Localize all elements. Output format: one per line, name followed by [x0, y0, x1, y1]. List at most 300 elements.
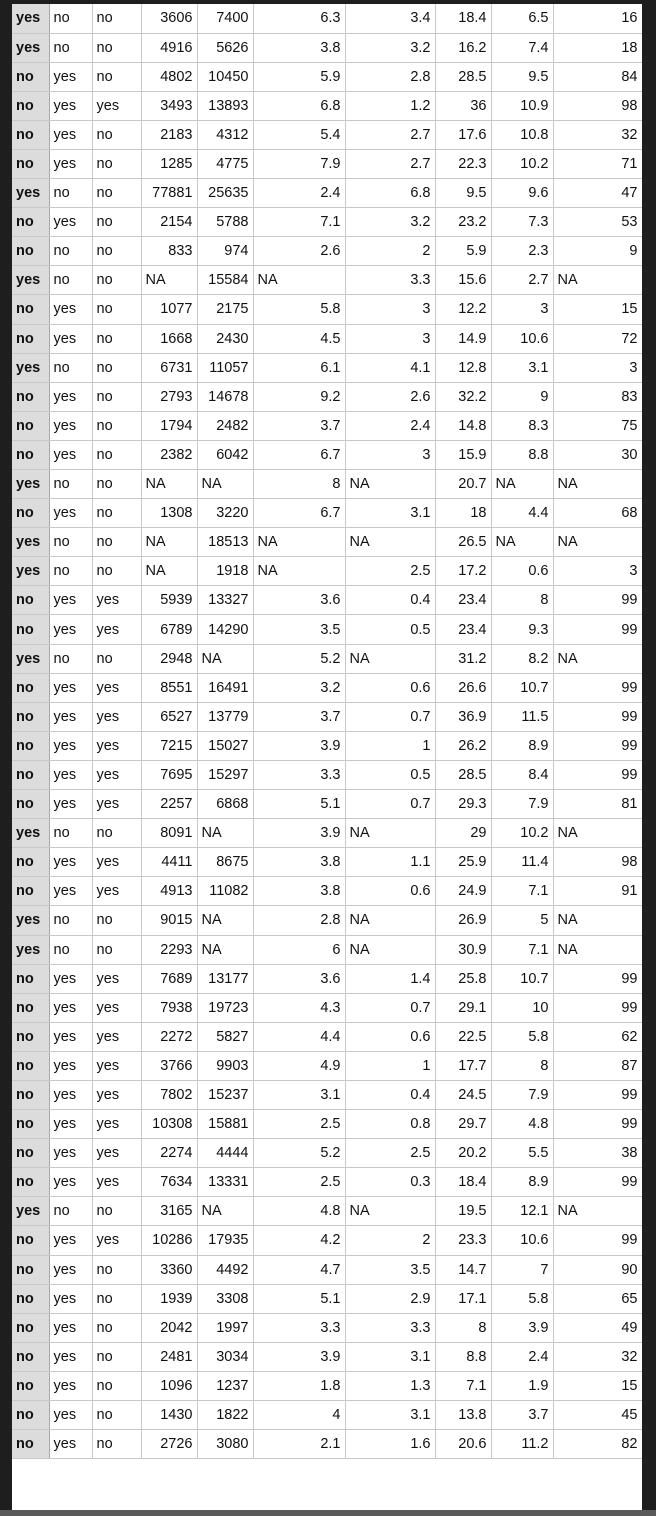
table-cell[interactable]: no	[49, 470, 92, 499]
table-cell[interactable]: 2293	[141, 935, 197, 964]
table-cell[interactable]: yes	[92, 760, 141, 789]
table-cell[interactable]: 3.9	[253, 819, 345, 848]
table-cell[interactable]: 3	[345, 295, 435, 324]
table-row[interactable]	[12, 935, 642, 964]
row-header-cell[interactable]: no	[12, 586, 49, 615]
table-cell[interactable]: 28.5	[435, 760, 491, 789]
table-cell[interactable]: 4.8	[491, 1110, 553, 1139]
table-cell[interactable]: 0.5	[345, 760, 435, 789]
table-cell[interactable]: 2726	[141, 1430, 197, 1459]
table-row[interactable]	[12, 702, 642, 731]
table-cell[interactable]: 9	[553, 237, 642, 266]
table-cell[interactable]: no	[49, 353, 92, 382]
table-cell[interactable]: yes	[49, 499, 92, 528]
row-header-cell[interactable]: no	[12, 964, 49, 993]
table-cell[interactable]: 28.5	[435, 62, 491, 91]
table-cell[interactable]: 5.2	[253, 644, 345, 673]
table-cell[interactable]: 1668	[141, 324, 197, 353]
table-cell[interactable]: NA	[141, 557, 197, 586]
table-cell[interactable]: 6789	[141, 615, 197, 644]
row-header-cell[interactable]: no	[12, 790, 49, 819]
table-cell[interactable]: yes	[49, 993, 92, 1022]
table-cell[interactable]: 4.2	[253, 1226, 345, 1255]
table-row[interactable]	[12, 1284, 642, 1313]
table-cell[interactable]: 87	[553, 1051, 642, 1080]
table-cell[interactable]: 10.9	[491, 91, 553, 120]
table-cell[interactable]: 2.4	[253, 179, 345, 208]
table-cell[interactable]: yes	[49, 208, 92, 237]
table-cell[interactable]: 30.9	[435, 935, 491, 964]
table-cell[interactable]: 18	[553, 33, 642, 62]
table-cell[interactable]: NA	[197, 819, 253, 848]
table-row[interactable]	[12, 353, 642, 382]
table-cell[interactable]: 3165	[141, 1197, 197, 1226]
table-cell[interactable]: 11057	[197, 353, 253, 382]
table-cell[interactable]: 17.6	[435, 120, 491, 149]
table-cell[interactable]: yes	[49, 1342, 92, 1371]
horizontal-scrollbar[interactable]	[0, 1510, 656, 1516]
table-cell[interactable]: NA	[345, 935, 435, 964]
table-cell[interactable]: no	[49, 819, 92, 848]
table-row[interactable]	[12, 557, 642, 586]
table-row[interactable]	[12, 1110, 642, 1139]
table-cell[interactable]: 7.1	[253, 208, 345, 237]
table-cell[interactable]: 3308	[197, 1284, 253, 1313]
table-cell[interactable]: 3.1	[345, 1342, 435, 1371]
table-cell[interactable]: 7634	[141, 1168, 197, 1197]
table-cell[interactable]: 17.1	[435, 1284, 491, 1313]
table-cell[interactable]: 3.8	[253, 877, 345, 906]
table-cell[interactable]: 2.8	[253, 906, 345, 935]
table-cell[interactable]: NA	[345, 470, 435, 499]
table-cell[interactable]: 3220	[197, 499, 253, 528]
table-cell[interactable]: 10.8	[491, 120, 553, 149]
table-row[interactable]	[12, 149, 642, 178]
table-cell[interactable]: 23.4	[435, 586, 491, 615]
table-cell[interactable]: 83	[553, 382, 642, 411]
table-cell[interactable]: no	[92, 1197, 141, 1226]
table-cell[interactable]: yes	[49, 964, 92, 993]
table-cell[interactable]: yes	[92, 1226, 141, 1255]
table-cell[interactable]: 1794	[141, 411, 197, 440]
table-cell[interactable]: NA	[553, 935, 642, 964]
table-cell[interactable]: 13893	[197, 91, 253, 120]
table-cell[interactable]: 47	[553, 179, 642, 208]
table-cell[interactable]: 32	[553, 120, 642, 149]
table-cell[interactable]: yes	[49, 1022, 92, 1051]
table-cell[interactable]: 1	[345, 1051, 435, 1080]
table-row[interactable]	[12, 324, 642, 353]
row-header-cell[interactable]: no	[12, 760, 49, 789]
table-cell[interactable]: 14.7	[435, 1255, 491, 1284]
table-cell[interactable]: 7.3	[491, 208, 553, 237]
table-cell[interactable]: no	[49, 237, 92, 266]
table-cell[interactable]: 26.2	[435, 731, 491, 760]
table-cell[interactable]: no	[92, 1342, 141, 1371]
row-header-cell[interactable]: no	[12, 440, 49, 469]
table-cell[interactable]: 0.7	[345, 993, 435, 1022]
table-cell[interactable]: 0.5	[345, 615, 435, 644]
table-cell[interactable]: yes	[49, 848, 92, 877]
row-header-cell[interactable]: no	[12, 120, 49, 149]
table-cell[interactable]: yes	[92, 91, 141, 120]
table-cell[interactable]: 99	[553, 964, 642, 993]
table-cell[interactable]: NA	[553, 528, 642, 557]
table-cell[interactable]: 10.7	[491, 673, 553, 702]
table-cell[interactable]: 3.5	[253, 615, 345, 644]
table-cell[interactable]: 7.1	[491, 935, 553, 964]
table-cell[interactable]: 99	[553, 1110, 642, 1139]
table-cell[interactable]: 15584	[197, 266, 253, 295]
table-cell[interactable]: 3	[491, 295, 553, 324]
table-cell[interactable]: 7.9	[491, 790, 553, 819]
table-cell[interactable]: 7215	[141, 731, 197, 760]
table-cell[interactable]: 7.9	[491, 1080, 553, 1109]
table-cell[interactable]: 3	[553, 353, 642, 382]
table-cell[interactable]: 3.7	[253, 702, 345, 731]
table-cell[interactable]: 3.2	[345, 33, 435, 62]
table-cell[interactable]: 5.5	[491, 1139, 553, 1168]
table-cell[interactable]: 7400	[197, 4, 253, 33]
table-cell[interactable]: 15027	[197, 731, 253, 760]
table-cell[interactable]: 2183	[141, 120, 197, 149]
table-cell[interactable]: 36	[435, 91, 491, 120]
table-cell[interactable]: 23.4	[435, 615, 491, 644]
table-cell[interactable]: no	[92, 120, 141, 149]
table-cell[interactable]: yes	[49, 1371, 92, 1400]
table-cell[interactable]: 2.7	[491, 266, 553, 295]
table-cell[interactable]: 13327	[197, 586, 253, 615]
table-cell[interactable]: 12.2	[435, 295, 491, 324]
table-cell[interactable]: 6.8	[345, 179, 435, 208]
table-cell[interactable]: 8551	[141, 673, 197, 702]
row-header-cell[interactable]: no	[12, 1168, 49, 1197]
table-cell[interactable]: 45	[553, 1401, 642, 1430]
table-cell[interactable]: 6527	[141, 702, 197, 731]
table-cell[interactable]: NA	[553, 819, 642, 848]
table-cell[interactable]: NA	[253, 528, 345, 557]
table-cell[interactable]: yes	[92, 1168, 141, 1197]
table-cell[interactable]: 6.8	[253, 91, 345, 120]
table-cell[interactable]: NA	[141, 470, 197, 499]
table-cell[interactable]: 99	[553, 731, 642, 760]
table-cell[interactable]: 1.6	[345, 1430, 435, 1459]
table-cell[interactable]: 5.1	[253, 790, 345, 819]
table-cell[interactable]: no	[92, 935, 141, 964]
table-cell[interactable]: 4.4	[253, 1022, 345, 1051]
table-cell[interactable]: 5.1	[253, 1284, 345, 1313]
table-cell[interactable]: 2793	[141, 382, 197, 411]
table-row[interactable]	[12, 731, 642, 760]
table-cell[interactable]: 10286	[141, 1226, 197, 1255]
table-cell[interactable]: 0.4	[345, 586, 435, 615]
table-cell[interactable]: yes	[92, 1051, 141, 1080]
table-cell[interactable]: 18	[435, 499, 491, 528]
row-header-cell[interactable]: no	[12, 295, 49, 324]
table-row[interactable]	[12, 499, 642, 528]
table-cell[interactable]: 3.2	[253, 673, 345, 702]
table-row[interactable]	[12, 62, 642, 91]
table-cell[interactable]: 10.6	[491, 324, 553, 353]
table-cell[interactable]: 8.3	[491, 411, 553, 440]
table-cell[interactable]: 3.1	[253, 1080, 345, 1109]
table-cell[interactable]: 99	[553, 702, 642, 731]
row-header-cell[interactable]: no	[12, 702, 49, 731]
table-cell[interactable]: 65	[553, 1284, 642, 1313]
table-cell[interactable]: 2.5	[345, 557, 435, 586]
table-cell[interactable]: 62	[553, 1022, 642, 1051]
table-cell[interactable]: 3.8	[253, 848, 345, 877]
table-cell[interactable]: 18.4	[435, 4, 491, 33]
row-header-cell[interactable]: no	[12, 1342, 49, 1371]
table-cell[interactable]: 26.6	[435, 673, 491, 702]
table-cell[interactable]: 2.3	[491, 237, 553, 266]
table-cell[interactable]: no	[49, 179, 92, 208]
table-row[interactable]	[12, 295, 642, 324]
table-row[interactable]	[12, 615, 642, 644]
table-cell[interactable]: NA	[253, 557, 345, 586]
table-cell[interactable]: NA	[197, 1197, 253, 1226]
table-cell[interactable]: 99	[553, 760, 642, 789]
table-cell[interactable]: yes	[49, 440, 92, 469]
table-cell[interactable]: 9	[491, 382, 553, 411]
table-cell[interactable]: yes	[49, 1168, 92, 1197]
table-cell[interactable]: 1997	[197, 1313, 253, 1342]
table-cell[interactable]: 15.9	[435, 440, 491, 469]
table-cell[interactable]: 2	[345, 237, 435, 266]
table-cell[interactable]: 5.8	[253, 295, 345, 324]
row-header-cell[interactable]: no	[12, 499, 49, 528]
table-cell[interactable]: 1.3	[345, 1371, 435, 1400]
table-cell[interactable]: 6.7	[253, 440, 345, 469]
table-cell[interactable]: 9903	[197, 1051, 253, 1080]
table-cell[interactable]: no	[92, 906, 141, 935]
table-cell[interactable]: 15	[553, 295, 642, 324]
table-cell[interactable]: 99	[553, 993, 642, 1022]
table-cell[interactable]: 99	[553, 1168, 642, 1197]
row-header-cell[interactable]: no	[12, 1313, 49, 1342]
table-cell[interactable]: yes	[49, 1051, 92, 1080]
row-header-cell[interactable]: no	[12, 615, 49, 644]
table-row[interactable]	[12, 760, 642, 789]
table-cell[interactable]: no	[92, 528, 141, 557]
table-cell[interactable]: no	[92, 1255, 141, 1284]
table-cell[interactable]: 833	[141, 237, 197, 266]
table-cell[interactable]: yes	[49, 1284, 92, 1313]
table-cell[interactable]: 2.8	[345, 62, 435, 91]
table-cell[interactable]: 0.8	[345, 1110, 435, 1139]
table-cell[interactable]: 1237	[197, 1371, 253, 1400]
table-row[interactable]	[12, 120, 642, 149]
table-cell[interactable]: yes	[92, 964, 141, 993]
row-header-cell[interactable]: no	[12, 1080, 49, 1109]
table-row[interactable]	[12, 528, 642, 557]
table-cell[interactable]: 8091	[141, 819, 197, 848]
table-cell[interactable]: yes	[92, 790, 141, 819]
table-cell[interactable]: 29.7	[435, 1110, 491, 1139]
table-cell[interactable]: 3.4	[345, 4, 435, 33]
table-cell[interactable]: 36.9	[435, 702, 491, 731]
table-cell[interactable]: 2.7	[345, 120, 435, 149]
table-cell[interactable]: 15.6	[435, 266, 491, 295]
row-header-cell[interactable]: yes	[12, 4, 49, 33]
table-cell[interactable]: 1308	[141, 499, 197, 528]
table-row[interactable]	[12, 790, 642, 819]
table-cell[interactable]: 49	[553, 1313, 642, 1342]
table-cell[interactable]: 0.7	[345, 790, 435, 819]
row-header-cell[interactable]: no	[12, 382, 49, 411]
table-row[interactable]	[12, 33, 642, 62]
table-cell[interactable]: 3.1	[345, 1401, 435, 1430]
table-cell[interactable]: 17.7	[435, 1051, 491, 1080]
table-cell[interactable]: 19.5	[435, 1197, 491, 1226]
table-cell[interactable]: 11.2	[491, 1430, 553, 1459]
table-cell[interactable]: yes	[92, 877, 141, 906]
table-cell[interactable]: yes	[92, 586, 141, 615]
table-cell[interactable]: 16491	[197, 673, 253, 702]
table-cell[interactable]: 8	[491, 586, 553, 615]
row-header-cell[interactable]: yes	[12, 528, 49, 557]
table-cell[interactable]: 2481	[141, 1342, 197, 1371]
table-cell[interactable]: 3766	[141, 1051, 197, 1080]
table-cell[interactable]: 1822	[197, 1401, 253, 1430]
table-cell[interactable]: 71	[553, 149, 642, 178]
table-cell[interactable]: 8.2	[491, 644, 553, 673]
row-header-cell[interactable]: yes	[12, 1197, 49, 1226]
table-cell[interactable]: 2.5	[253, 1110, 345, 1139]
table-cell[interactable]: 1918	[197, 557, 253, 586]
table-cell[interactable]: yes	[49, 673, 92, 702]
row-header-cell[interactable]: yes	[12, 179, 49, 208]
table-cell[interactable]: 29	[435, 819, 491, 848]
table-cell[interactable]: 3.7	[491, 1401, 553, 1430]
table-cell[interactable]: 16	[553, 4, 642, 33]
table-cell[interactable]: 19723	[197, 993, 253, 1022]
table-cell[interactable]: 3	[345, 440, 435, 469]
table-cell[interactable]: 99	[553, 1226, 642, 1255]
row-header-cell[interactable]: no	[12, 1401, 49, 1430]
table-cell[interactable]: 1.4	[345, 964, 435, 993]
table-cell[interactable]: NA	[141, 266, 197, 295]
table-cell[interactable]: 13177	[197, 964, 253, 993]
table-cell[interactable]: 90	[553, 1255, 642, 1284]
table-cell[interactable]: 30	[553, 440, 642, 469]
table-cell[interactable]: 10.6	[491, 1226, 553, 1255]
table-cell[interactable]: 10	[491, 993, 553, 1022]
row-header-cell[interactable]: yes	[12, 470, 49, 499]
table-cell[interactable]: 4444	[197, 1139, 253, 1168]
table-cell[interactable]: 16.2	[435, 33, 491, 62]
table-row[interactable]	[12, 1313, 642, 1342]
table-cell[interactable]: yes	[49, 91, 92, 120]
row-header-cell[interactable]: yes	[12, 906, 49, 935]
table-cell[interactable]: 2.6	[253, 237, 345, 266]
table-row[interactable]	[12, 1168, 642, 1197]
table-cell[interactable]: 4.7	[253, 1255, 345, 1284]
table-row[interactable]	[12, 179, 642, 208]
table-cell[interactable]: 15	[553, 1371, 642, 1400]
table-cell[interactable]: 3.9	[253, 731, 345, 760]
table-row[interactable]	[12, 673, 642, 702]
table-cell[interactable]: no	[92, 1401, 141, 1430]
table-cell[interactable]: 6	[253, 935, 345, 964]
table-cell[interactable]: no	[92, 440, 141, 469]
table-cell[interactable]: NA	[345, 819, 435, 848]
table-cell[interactable]: no	[92, 499, 141, 528]
table-cell[interactable]: yes	[49, 615, 92, 644]
table-cell[interactable]: 8.8	[491, 440, 553, 469]
table-cell[interactable]: 8.4	[491, 760, 553, 789]
table-cell[interactable]: yes	[49, 1080, 92, 1109]
table-cell[interactable]: 5.8	[491, 1284, 553, 1313]
table-cell[interactable]: 5939	[141, 586, 197, 615]
table-cell[interactable]: 99	[553, 673, 642, 702]
table-cell[interactable]: 3.2	[345, 208, 435, 237]
table-row[interactable]	[12, 877, 642, 906]
table-cell[interactable]: 0.6	[345, 1022, 435, 1051]
table-cell[interactable]: 9.2	[253, 382, 345, 411]
table-row[interactable]	[12, 470, 642, 499]
table-cell[interactable]: 3.5	[345, 1255, 435, 1284]
table-cell[interactable]: yes	[49, 120, 92, 149]
table-cell[interactable]: NA	[553, 470, 642, 499]
table-cell[interactable]: 2430	[197, 324, 253, 353]
table-cell[interactable]: 98	[553, 91, 642, 120]
table-cell[interactable]: 7689	[141, 964, 197, 993]
table-cell[interactable]: no	[92, 470, 141, 499]
table-cell[interactable]: 13779	[197, 702, 253, 731]
table-cell[interactable]: no	[92, 237, 141, 266]
table-cell[interactable]: yes	[49, 62, 92, 91]
table-cell[interactable]: 2482	[197, 411, 253, 440]
row-header-cell[interactable]: no	[12, 1022, 49, 1051]
table-cell[interactable]: 3.1	[491, 353, 553, 382]
table-cell[interactable]: 3.8	[253, 33, 345, 62]
table-cell[interactable]: 10450	[197, 62, 253, 91]
table-cell[interactable]: NA	[553, 644, 642, 673]
row-header-cell[interactable]: no	[12, 411, 49, 440]
table-cell[interactable]: 5.8	[491, 1022, 553, 1051]
table-cell[interactable]: 2042	[141, 1313, 197, 1342]
table-cell[interactable]: 4.9	[253, 1051, 345, 1080]
table-cell[interactable]: 4312	[197, 120, 253, 149]
table-cell[interactable]: 5.9	[253, 62, 345, 91]
table-cell[interactable]: NA	[345, 644, 435, 673]
table-cell[interactable]: yes	[92, 673, 141, 702]
table-row[interactable]	[12, 1430, 642, 1459]
table-cell[interactable]: 18513	[197, 528, 253, 557]
table-cell[interactable]: 12.8	[435, 353, 491, 382]
table-cell[interactable]: 9.6	[491, 179, 553, 208]
table-cell[interactable]: yes	[92, 1022, 141, 1051]
row-header-cell[interactable]: no	[12, 324, 49, 353]
table-row[interactable]	[12, 1255, 642, 1284]
table-row[interactable]	[12, 1022, 642, 1051]
table-cell[interactable]: no	[92, 644, 141, 673]
table-cell[interactable]: no	[92, 1284, 141, 1313]
table-cell[interactable]: 11.5	[491, 702, 553, 731]
table-cell[interactable]: NA	[553, 906, 642, 935]
row-header-cell[interactable]: no	[12, 208, 49, 237]
table-cell[interactable]: 4.1	[345, 353, 435, 382]
table-cell[interactable]: 81	[553, 790, 642, 819]
row-header-cell[interactable]: yes	[12, 353, 49, 382]
table-cell[interactable]: yes	[92, 702, 141, 731]
table-cell[interactable]: 4	[253, 1401, 345, 1430]
table-cell[interactable]: yes	[92, 615, 141, 644]
table-cell[interactable]: 7.9	[253, 149, 345, 178]
table-cell[interactable]: 3.6	[253, 964, 345, 993]
